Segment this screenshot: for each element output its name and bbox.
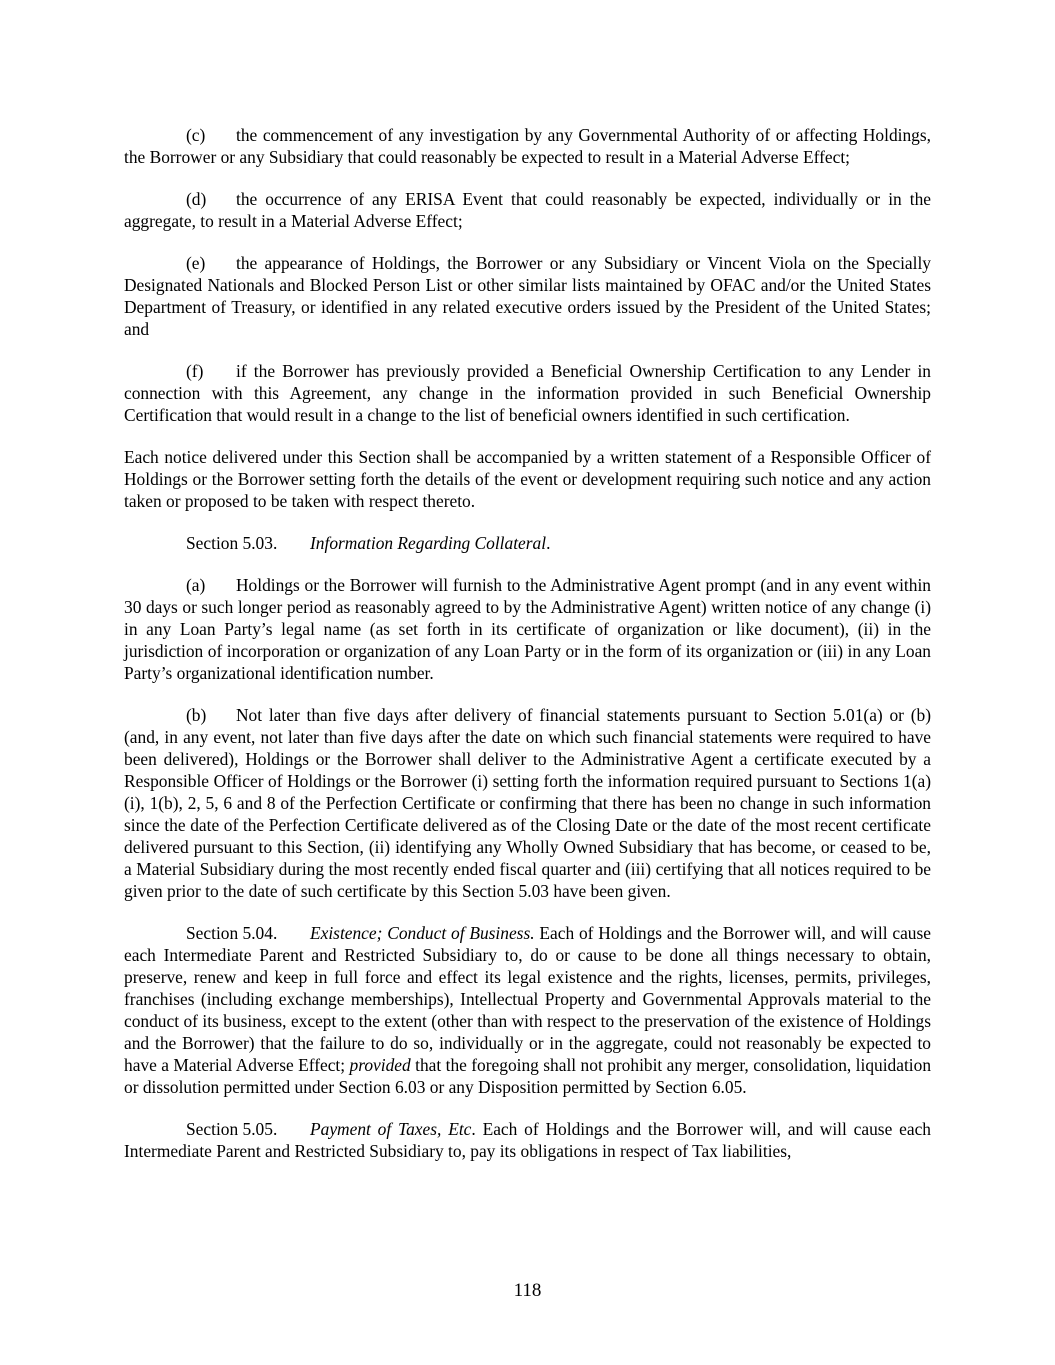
document-page — [124, 124, 931, 1182]
section-title: Payment of Taxes, Etc — [310, 1119, 472, 1139]
clause-c — [124, 124, 931, 168]
section-title: Information Regarding Collateral — [310, 533, 547, 553]
section-number: Section 5.05. — [186, 1119, 278, 1139]
clause-label: (f) — [186, 361, 204, 381]
emphasis-provided: provided — [349, 1055, 411, 1075]
clause-e — [124, 252, 931, 340]
section-504 — [124, 922, 931, 1098]
section-503-heading — [124, 532, 931, 554]
section-505 — [124, 1118, 931, 1162]
notice-paragraph: Each notice delivered under this Section shall be accompanied by a written statement of a Responsible Officer of Holdings or the Borrower setting forth the details of the event or development requiring such notice and any action taken or proposed to be taken with respect thereto. — [124, 447, 931, 511]
page-number: 118 — [513, 1280, 542, 1301]
clause-text: the occurrence of any ERISA Event that could reasonably be expected, individually or in the aggregate, to result in a Material Adverse Effect; — [124, 189, 931, 231]
clause-f — [124, 360, 931, 426]
section-text: Each of Holdings and the Borrower will, and will cause each Intermediate Parent and Restricted Subsidiary to, do or cause to be done all things necessary to obtain, preserve, renew and keep in full force and effect its legal existence and the rights, licenses, permits, privileges, franchises (including exchange memberships), Intellectual Property and Governmental Approvals material to the conduct of its business, except to the extent (other than with respect to the preservation of the existence of Holdings and the Borrower) that the failure to do so, individually or in the aggregate, could not reasonably be expected to have a Material Adverse Effect; — [124, 923, 931, 1075]
section-text-continued: that the foregoing shall not prohibit any merger, consolidation, liquidation or dissolution permitted under Section 6.03 or any Disposition permitted by Section 6.05. — [124, 1055, 932, 1097]
section-number: Section 5.03. — [186, 533, 278, 553]
section-number: Section 5.04. — [186, 923, 278, 943]
clause-text: the appearance of Holdings, the Borrower or any Subsidiary or Vincent Viola on the Specially Designated Nationals and Blocked Person List or other similar lists maintained by OFAC and/or the United States Department of Treasury, or identified in any related executive orders issued by the President of the United States; and — [124, 253, 931, 339]
section-text: Each of Holdings and the Borrower will, and will cause each Intermediate Parent and Restricted Subsidiary to, pay its obligations in respect of Tax liabilities, — [124, 1119, 931, 1161]
clause-label: (c) — [186, 125, 206, 145]
clause-text: Not later than five days after delivery of financial statements pursuant to Section 5.01(a) or (b) (and, in any event, not later than five days after the date on which such financial statements were required to have been delivered), Holdings or the Borrower shall deliver to the Administrative Agent a certificate executed by a Responsible Officer of Holdings or the Borrower (i) setting forth the information required pursuant to Sections 1(a)(i), 1(b), 2, 5, 6 and 8 of the Perfection Certificate or confirming that there has been no change in such information since the date of the Perfection Certificate delivered as of the Closing Date or the date of the most recent certificate delivered pursuant to this Section, (ii) identifying any Wholly Owned Subsidiary that has become, or ceased to be, a Material Subsidiary during the most recently ended fiscal quarter and (iii) certifying that all notices required to be given prior to the date of such certificate by this Section 5.03 have been given. — [124, 705, 931, 901]
clause-d — [124, 188, 931, 232]
clause-text: Holdings or the Borrower will furnish to the Administrative Agent prompt (and in any event within 30 days or such longer period as reasonably agreed to by the Administrative Agent) written notice of any change (i) in any Loan Party’s legal name (as set forth in its certificate of organization or like document), (ii) in the jurisdiction of incorporation or organization of any Loan Party or in the form of its organization or (iii) in any Loan Party’s organizational identification number. — [124, 575, 931, 683]
section-title: Existence; Conduct of Business. — [310, 923, 535, 943]
clause-text: if the Borrower has previously provided a Beneficial Ownership Certification to any Lender in connection with this Agreement, any change in the information provided in such Beneficial Ownership Certification that would result in a change to the list of beneficial owners identified in such certification. — [124, 361, 931, 425]
clause-label: (d) — [186, 189, 207, 209]
section-title-period: . — [471, 1119, 476, 1139]
clause-503-b — [124, 704, 931, 902]
section-title-period: . — [546, 533, 551, 553]
clause-503-a — [124, 574, 931, 684]
clause-label: (e) — [186, 253, 206, 273]
clause-label: (a) — [186, 575, 206, 595]
clause-text: the commencement of any investigation by any Governmental Authority of or affecting Holdings, the Borrower or any Subsidiary that could reasonably be expected to result in a Material Adverse Effect; — [124, 125, 931, 167]
clause-label: (b) — [186, 705, 207, 725]
